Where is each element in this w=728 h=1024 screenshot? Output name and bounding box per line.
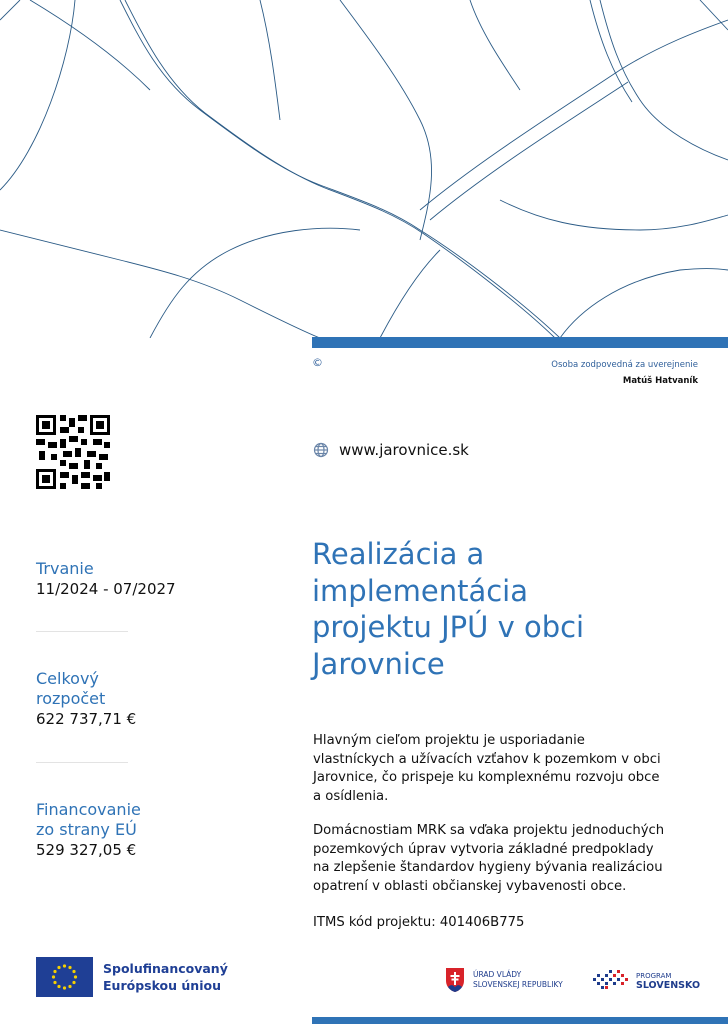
- slovak-coat-of-arms-icon: [445, 967, 465, 993]
- program-slovensko-logo: [593, 970, 700, 992]
- eu-funding-label-line1: Financovanie: [36, 800, 141, 819]
- duration-value: 11/2024 - 07/2027: [36, 580, 176, 598]
- project-benefit-paragraph: [313, 822, 703, 896]
- website-link[interactable]: [313, 441, 469, 459]
- cadastral-map-image: [0, 0, 728, 338]
- office-text-line: ÚRAD VLÁDY: [473, 970, 522, 979]
- budget-label-line1: Celkový: [36, 669, 99, 688]
- website-url: www.jarovnice.sk: [339, 441, 469, 459]
- eu-flag-icon: [36, 957, 93, 997]
- eu-text-line: Európskou úniou: [103, 978, 221, 993]
- budget-block: [36, 669, 196, 729]
- government-office-logo: [445, 967, 563, 993]
- program-slovensko-icon: [593, 970, 631, 992]
- program-slovensko-text: [636, 972, 700, 991]
- paragraph-line: Jarovnice, čo prispeje ku komplexnému rozvoju obce: [313, 770, 660, 785]
- eu-text-line: Spolufinancovaný: [103, 961, 228, 976]
- itms-code: ITMS kód projektu: 401406B775: [313, 915, 525, 930]
- title-line: implementácia: [312, 573, 528, 608]
- top-accent-bar: [312, 337, 728, 348]
- paragraph-line: a osídlenia.: [313, 788, 389, 804]
- title-line: Jarovnice: [312, 646, 445, 681]
- paragraph-line: opatrení v oblasti občianskej vybavenosti obce.: [313, 878, 627, 894]
- eu-funding-block: [36, 800, 196, 860]
- office-text-line: SLOVENSKEJ REPUBLIKY: [473, 980, 563, 989]
- title-line: projektu JPÚ v obci: [312, 610, 585, 644]
- divider: [36, 762, 128, 763]
- title-line: Realizácia a: [312, 537, 485, 571]
- program-text-line: PROGRAM: [636, 971, 672, 980]
- paragraph-line: na zlepšenie štandardov hygieny bývania realizáciou: [313, 860, 663, 875]
- project-goal-paragraph: [313, 732, 703, 806]
- responsible-label: Osoba zodpovedná za uverejnenie: [551, 360, 698, 370]
- budget-value: 622 737,71 €: [36, 710, 137, 728]
- globe-icon: [313, 442, 329, 458]
- eu-funding-label-line2: zo strany EÚ: [36, 820, 137, 839]
- budget-label-line2: rozpočet: [36, 689, 106, 708]
- publication-credit: [551, 357, 698, 389]
- eu-funding-value: 529 327,05 €: [36, 841, 137, 859]
- paragraph-line: vlastníckych a užívacích vzťahov k pozemkom v obci: [313, 751, 661, 767]
- duration-block: [36, 559, 196, 599]
- bottom-accent-bar: [312, 1017, 728, 1024]
- responsible-name: Matúš Hatvaník: [622, 376, 698, 386]
- page-title: [312, 536, 692, 682]
- qr-code[interactable]: [36, 415, 110, 489]
- paragraph-line: Hlavným cieľom projektu je usporiadanie: [313, 733, 585, 748]
- program-text-line: SLOVENSKO: [636, 979, 701, 991]
- duration-label: Trvanie: [36, 559, 94, 578]
- paragraph-line: pozemkových úprav vytvoria základné predpoklady: [313, 841, 654, 857]
- eu-cofunding-text: [103, 960, 228, 994]
- paragraph-line: Domácnostiam MRK sa vďaka projektu jednoduchých: [313, 823, 665, 838]
- eu-cofunding-logo: [36, 957, 228, 997]
- copyright-mark: ©: [312, 356, 323, 369]
- divider: [36, 631, 128, 632]
- government-office-text: [473, 970, 563, 990]
